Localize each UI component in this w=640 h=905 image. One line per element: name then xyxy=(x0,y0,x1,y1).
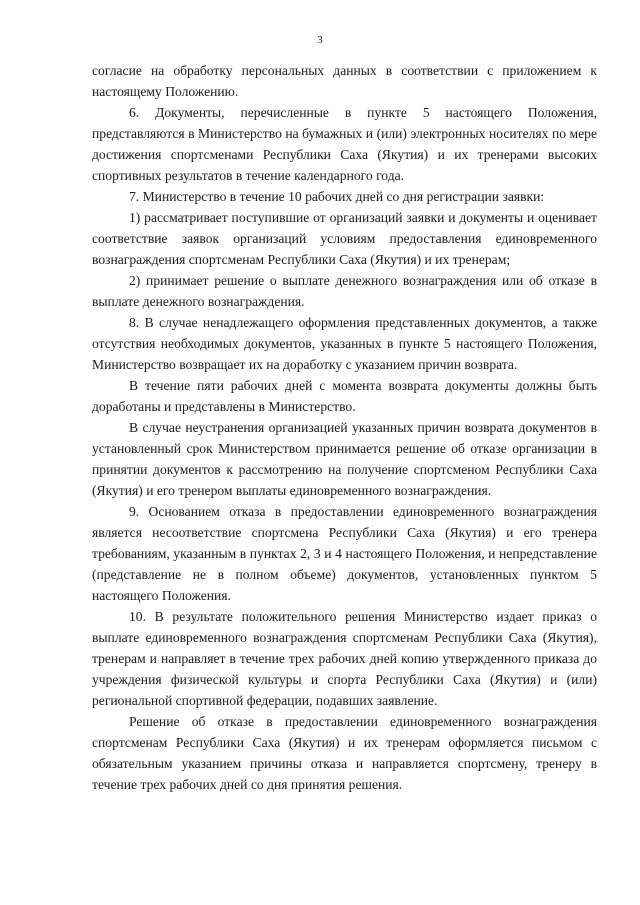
paragraph-item-7-sub-2: 2) принимает решение о выплате денежного вознаграждения или об отказе в выплате денежного вознаграждения. xyxy=(92,273,597,309)
paragraph-item-8-rework-deadline: В течение пяти рабочих дней с момента возврата документы должны быть доработаны и представлены в Министерство. xyxy=(92,378,597,414)
document-body xyxy=(92,60,597,795)
paragraph-item-6: 6. Документы, перечисленные в пункте 5 настоящего Положения, представляются в Министерство на бумажных и (или) электронных носителях по мере достижения спортсменами Республики Саха (Якутия) и их тренерами высоких спортивных результатов в течение календарного года. xyxy=(92,105,597,183)
paragraph-item-10: 10. В результате положительного решения Министерство издает приказ о выплате единовременного вознаграждения спортсменам Республики Саха (Якутия), тренерам и направляет в течение трех рабочих дней копию утвержденного приказа до учреждения физической культуры и спорта Республики Саха (Якутия) и (или) региональной спортивной федерации, подавших заявление. xyxy=(92,609,597,708)
paragraph-item-8-refusal: В случае неустранения организацией указанных причин возврата документов в установленный срок Министерством принимается решение об отказе организации в принятии документов к рассмотрению на получение спортсменом Республики Саха (Якутия) и его тренером выплаты единовременного вознаграждения. xyxy=(92,420,597,498)
paragraph-consent-continuation: согласие на обработку персональных данных в соответствии с приложением к настоящему Положению. xyxy=(92,63,597,99)
paragraph-item-7-sub-1: 1) рассматривает поступившие от организаций заявки и документы и оценивает соответствие заявок организаций условиям предоставления единовременного вознаграждения спортсменам Республики Саха (Якутия) и их тренерам; xyxy=(92,210,597,267)
paragraph-item-7: 7. Министерство в течение 10 рабочих дней со дня регистрации заявки: xyxy=(129,189,545,204)
page-number: 3 xyxy=(317,34,323,46)
paragraph-item-9: 9. Основанием отказа в предоставлении единовременного вознаграждения является несоответствие спортсмена Республики Саха (Якутия) и его тренера требованиям, указанным в пунктах 2, 3 и 4 настоящего Положения, и непредставление (представление не в полном объеме) документов, установленных пунктом 5 настоящего Положения. xyxy=(92,504,597,603)
paragraph-item-8: 8. В случае ненадлежащего оформления представленных документов, а также отсутствия необходимых документов, указанных в пункте 5 настоящего Положения, Министерство возвращает их на доработку с указанием причин возврата. xyxy=(92,315,597,372)
paragraph-refusal-decision: Решение об отказе в предоставлении единовременного вознаграждения спортсменам Республики Саха (Якутия) и их тренерам оформляется письмом с обязательным указанием причины отказа и направляется спортсмену, тренеру в течение трех рабочих дней со дня принятия решения. xyxy=(92,714,597,792)
